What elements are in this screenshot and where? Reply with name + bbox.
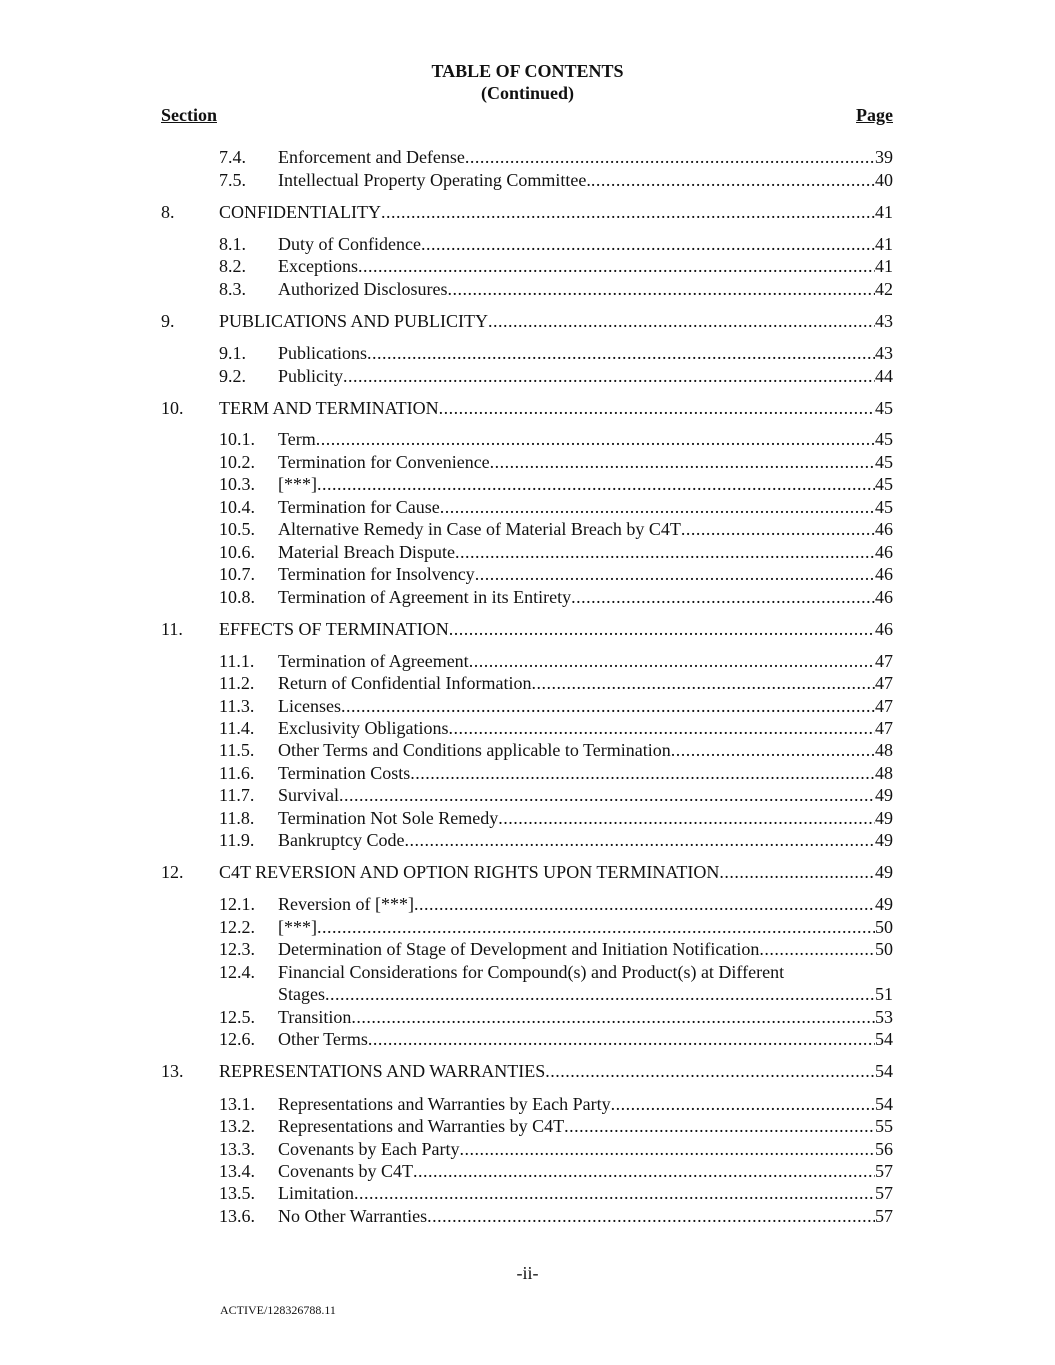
- entry-number: 13.1.: [219, 1094, 255, 1114]
- entry-page: 51: [875, 984, 893, 1004]
- dot-leader: [343, 365, 875, 387]
- toc-entry[interactable]: [219, 893, 893, 915]
- section-number: 9.: [161, 311, 175, 331]
- entry-number: 8.1.: [219, 234, 246, 254]
- entry-label: Alternative Remedy in Case of Material Breach by C4T: [278, 519, 681, 539]
- dot-leader: [414, 893, 875, 915]
- dot-leader: [545, 1060, 875, 1082]
- entry-label: Bankruptcy Code: [278, 830, 405, 850]
- toc-entry[interactable]: [219, 1115, 893, 1137]
- toc-section[interactable]: [161, 861, 893, 883]
- entry-number: 9.2.: [219, 366, 246, 386]
- toc-entry[interactable]: [219, 496, 893, 518]
- dot-leader: [564, 1115, 875, 1137]
- entry-page: 46: [875, 587, 893, 607]
- entry-number: 10.2.: [219, 452, 255, 472]
- entry-number: 12.4.: [219, 962, 255, 982]
- toc-entry[interactable]: [219, 807, 893, 829]
- entry-page: 46: [875, 542, 893, 562]
- toc-entry[interactable]: [219, 563, 893, 585]
- entry-label: Termination for Insolvency: [278, 564, 475, 584]
- entry-label: Material Breach Dispute: [278, 542, 455, 562]
- dot-leader: [681, 518, 875, 540]
- dot-leader: [671, 739, 875, 761]
- entry-page: 39: [875, 147, 893, 167]
- toc-entry[interactable]: [219, 1006, 893, 1028]
- toc-entry[interactable]: [219, 695, 893, 717]
- dot-leader: [427, 1205, 875, 1227]
- section-label: REPRESENTATIONS AND WARRANTIES: [219, 1061, 546, 1081]
- entry-number: 11.4.: [219, 718, 255, 738]
- entry-page: 49: [875, 894, 893, 914]
- dot-leader: [531, 672, 875, 694]
- dot-leader: [719, 861, 875, 883]
- entry-page: 49: [875, 808, 893, 828]
- entry-label: Termination Costs: [278, 763, 411, 783]
- toc-entry[interactable]: [219, 586, 893, 608]
- entry-label: Term: [278, 429, 316, 449]
- entry-label: Limitation: [278, 1183, 354, 1203]
- dot-leader: [410, 762, 875, 784]
- entry-label: [***]: [278, 917, 317, 937]
- toc-entry[interactable]: [219, 278, 893, 300]
- section-label: EFFECTS OF TERMINATION: [219, 619, 449, 639]
- toc-title: TABLE OF CONTENTS: [431, 61, 624, 81]
- toc-entry[interactable]: [219, 1160, 893, 1182]
- section-number: 11.: [161, 619, 183, 639]
- entry-number: 13.5.: [219, 1183, 255, 1203]
- toc-entry[interactable]: [219, 518, 893, 540]
- toc-entry[interactable]: [219, 717, 893, 739]
- entry-label: No Other Warranties: [278, 1206, 428, 1226]
- section-page: 54: [875, 1061, 893, 1081]
- section-label: TERM AND TERMINATION: [219, 398, 439, 418]
- dot-leader: [316, 428, 875, 450]
- entry-page: 45: [875, 497, 893, 517]
- toc-entry[interactable]: [219, 650, 893, 672]
- entry-label: Termination for Convenience: [278, 452, 490, 472]
- dot-leader: [469, 650, 875, 672]
- dot-leader: [488, 310, 875, 332]
- entry-page: 57: [875, 1206, 893, 1226]
- entry-number: 10.7.: [219, 564, 255, 584]
- entry-page: 40: [875, 170, 893, 190]
- entry-page: 54: [875, 1029, 893, 1049]
- dot-leader: [341, 695, 875, 717]
- entry-number: 8.3.: [219, 279, 246, 299]
- toc-section[interactable]: [161, 201, 893, 223]
- entry-number: 10.4.: [219, 497, 255, 517]
- section-page: 41: [875, 202, 893, 222]
- entry-label: Termination for Cause: [278, 497, 440, 517]
- entry-page: 45: [875, 452, 893, 472]
- entry-label: Exceptions: [278, 256, 358, 276]
- entry-page: 47: [875, 651, 893, 671]
- entry-label: Representations and Warranties by Each Party: [278, 1094, 611, 1114]
- toc-entry[interactable]: [219, 473, 893, 495]
- entry-number: 12.2.: [219, 917, 255, 937]
- entry-label: Termination Not Sole Remedy: [278, 808, 499, 828]
- entry-number: 10.5.: [219, 519, 255, 539]
- entry-page: 47: [875, 696, 893, 716]
- entry-label: Termination of Agreement in its Entirety: [278, 587, 572, 607]
- entry-number: 11.8.: [219, 808, 255, 828]
- section-page: 49: [875, 862, 893, 882]
- entry-number: 7.5.: [219, 170, 246, 190]
- entry-page: 45: [875, 429, 893, 449]
- entry-number: 13.4.: [219, 1161, 255, 1181]
- entry-number: 11.3.: [219, 696, 255, 716]
- toc-section[interactable]: [161, 618, 893, 640]
- entry-label-line1: Financial Considerations for Compound(s) and Product(s) at Different: [278, 962, 785, 982]
- entry-label: Intellectual Property Operating Committee.: [278, 170, 591, 190]
- entry-number: 12.5.: [219, 1007, 255, 1027]
- dot-leader: [339, 784, 875, 806]
- entry-page: 42: [875, 279, 893, 299]
- entry-label: Survival: [278, 785, 339, 805]
- dot-leader: [317, 473, 875, 495]
- toc-entry[interactable]: [219, 365, 893, 387]
- toc-entry-multiline[interactable]: [219, 961, 893, 983]
- entry-label: Publicity: [278, 366, 344, 386]
- entry-label: Covenants by C4T: [278, 1161, 413, 1181]
- entry-label: Return of Confidential Information: [278, 673, 532, 693]
- dot-leader: [455, 541, 875, 563]
- dot-leader: [490, 451, 875, 473]
- entry-number: 12.3.: [219, 939, 255, 959]
- dot-leader: [498, 807, 875, 829]
- toc-entry[interactable]: [219, 1205, 893, 1227]
- entry-number: 11.2.: [219, 673, 255, 693]
- entry-label: Termination of Agreement: [278, 651, 469, 671]
- entry-number: 7.4.: [219, 147, 246, 167]
- toc-entry[interactable]: [219, 829, 893, 851]
- entry-number: 12.6.: [219, 1029, 255, 1049]
- dot-leader: [447, 278, 875, 300]
- dot-leader: [465, 146, 875, 168]
- entry-number: 10.8.: [219, 587, 255, 607]
- entry-page: 50: [875, 939, 893, 959]
- entry-number: 10.3.: [219, 474, 255, 494]
- dot-leader: [449, 717, 876, 739]
- toc-entry[interactable]: [219, 541, 893, 563]
- entry-page: 44: [875, 366, 893, 386]
- page-number: -ii-: [516, 1263, 539, 1283]
- section-page: 43: [875, 311, 893, 331]
- entry-page: 46: [875, 519, 893, 539]
- section-page: 45: [875, 398, 893, 418]
- dot-leader: [351, 1006, 875, 1028]
- dot-leader: [368, 1028, 875, 1050]
- dot-leader: [354, 1182, 875, 1204]
- entry-page: 57: [875, 1183, 893, 1203]
- section-number: 10.: [161, 398, 184, 418]
- toc-entry[interactable]: [219, 233, 893, 255]
- toc-section[interactable]: [161, 310, 893, 332]
- entry-label: Representations and Warranties by C4T: [278, 1116, 565, 1136]
- entry-page: 50: [875, 917, 893, 937]
- toc-entry[interactable]: [219, 169, 893, 191]
- toc-entry[interactable]: [219, 1093, 893, 1115]
- toc-entry-continuation[interactable]: [219, 983, 893, 1005]
- entry-label: Covenants by Each Party: [278, 1139, 460, 1159]
- entry-page: 49: [875, 830, 893, 850]
- toc-entry[interactable]: [219, 428, 893, 450]
- entry-label: Determination of Stage of Development and Initiation Notification: [278, 939, 760, 959]
- entry-number: 11.7.: [219, 785, 255, 805]
- entry-label: Stages: [278, 984, 325, 1004]
- page-column-header: Page: [856, 105, 893, 125]
- section-number: 8.: [161, 202, 175, 222]
- section-label: C4T REVERSION AND OPTION RIGHTS UPON TERMINATION: [219, 862, 720, 882]
- entry-number: 10.1.: [219, 429, 255, 449]
- toc-section[interactable]: [161, 397, 893, 419]
- entry-number: 13.6.: [219, 1206, 255, 1226]
- dot-leader: [459, 1138, 875, 1160]
- entry-number: 11.5.: [219, 740, 255, 760]
- dot-leader: [571, 586, 875, 608]
- entry-page: 46: [875, 564, 893, 584]
- dot-leader: [475, 563, 875, 585]
- entry-page: 54: [875, 1094, 893, 1114]
- entry-label: Other Terms and Conditions applicable to Termination: [278, 740, 671, 760]
- toc-entry[interactable]: [219, 1138, 893, 1160]
- section-label: CONFIDENTIALITY: [219, 202, 381, 222]
- entry-number: 12.1.: [219, 894, 255, 914]
- entry-label: Other Terms: [278, 1029, 368, 1049]
- toc-entry[interactable]: [219, 255, 893, 277]
- entry-page: 45: [875, 474, 893, 494]
- dot-leader: [317, 916, 875, 938]
- entry-number: 10.6.: [219, 542, 255, 562]
- entry-page: 49: [875, 785, 893, 805]
- document-id: ACTIVE/128326788.11: [220, 1303, 336, 1317]
- dot-leader: [325, 983, 875, 1005]
- section-number: 12.: [161, 862, 184, 882]
- entry-page: 43: [875, 343, 893, 363]
- entry-page: 55: [875, 1116, 893, 1136]
- entry-number: 11.1.: [219, 651, 255, 671]
- entry-label: Reversion of [***]: [278, 894, 414, 914]
- entry-label: [***]: [278, 474, 317, 494]
- section-column-header: Section: [161, 105, 217, 125]
- toc-entry[interactable]: [219, 1182, 893, 1204]
- dot-leader: [404, 829, 875, 851]
- toc-entry[interactable]: [219, 451, 893, 473]
- section-number: 13.: [161, 1061, 184, 1081]
- dot-leader: [591, 169, 875, 191]
- dot-leader: [381, 201, 875, 223]
- entry-page: 47: [875, 718, 893, 738]
- dot-leader: [413, 1160, 875, 1182]
- entry-number: 11.9.: [219, 830, 255, 850]
- entry-label: Duty of Confidence: [278, 234, 421, 254]
- dot-leader: [367, 342, 875, 364]
- entry-number: 9.1.: [219, 343, 246, 363]
- entry-label: Transition: [278, 1007, 352, 1027]
- entry-label: Licenses: [278, 696, 341, 716]
- entry-page: 41: [875, 234, 893, 254]
- toc-entry[interactable]: [219, 916, 893, 938]
- toc-subtitle: (Continued): [480, 83, 574, 103]
- section-label: PUBLICATIONS AND PUBLICITY: [219, 311, 489, 331]
- dot-leader: [759, 938, 875, 960]
- entry-number: 13.2.: [219, 1116, 255, 1136]
- toc-section[interactable]: [161, 1060, 893, 1082]
- toc-entry[interactable]: [219, 672, 893, 694]
- entry-page: 57: [875, 1161, 893, 1181]
- entry-page: 48: [875, 740, 893, 760]
- dot-leader: [421, 233, 875, 255]
- entry-page: 41: [875, 256, 893, 276]
- dot-leader: [439, 397, 875, 419]
- entry-number: 11.6.: [219, 763, 255, 783]
- entry-label: Exclusivity Obligations: [278, 718, 449, 738]
- entry-page: 53: [875, 1007, 893, 1027]
- entry-number: 8.2.: [219, 256, 246, 276]
- section-page: 46: [875, 619, 893, 639]
- toc-entry[interactable]: [219, 342, 893, 364]
- entry-page: 47: [875, 673, 893, 693]
- entry-label: Enforcement and Defense: [278, 147, 465, 167]
- toc-entry[interactable]: [219, 146, 893, 168]
- entry-page: 48: [875, 763, 893, 783]
- dot-leader: [440, 496, 875, 518]
- entry-number: 13.3.: [219, 1139, 255, 1159]
- dot-leader: [611, 1093, 875, 1115]
- toc-entry[interactable]: [219, 739, 893, 761]
- dot-leader: [449, 618, 875, 640]
- toc-entry[interactable]: [219, 762, 893, 784]
- entry-label: Authorized Disclosures: [278, 279, 448, 299]
- entry-page: 56: [875, 1139, 893, 1159]
- toc-entry[interactable]: [219, 1028, 893, 1050]
- toc-entry[interactable]: [219, 938, 893, 960]
- entry-label: Publications: [278, 343, 367, 363]
- toc-entry[interactable]: [219, 784, 893, 806]
- dot-leader: [358, 255, 875, 277]
